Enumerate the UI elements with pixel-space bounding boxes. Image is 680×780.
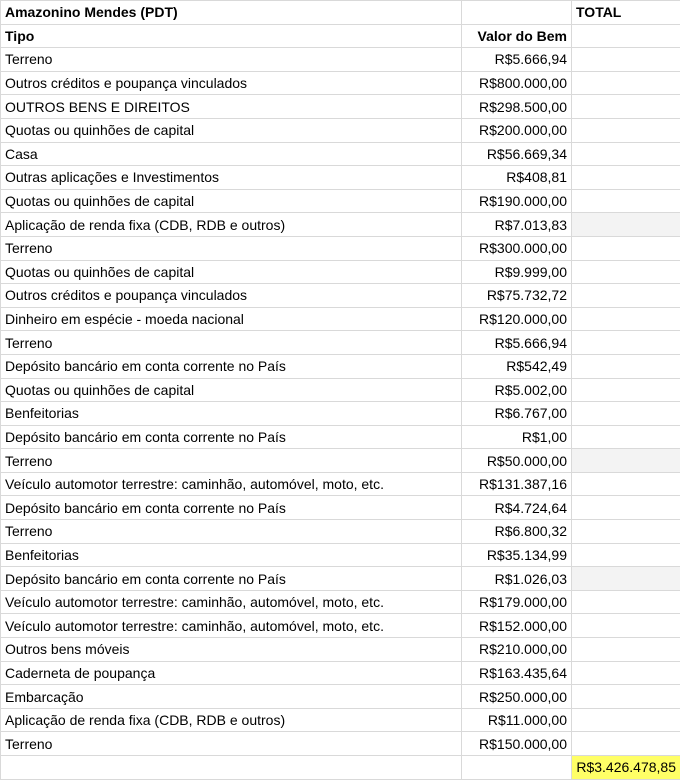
tipo-cell[interactable]: Quotas ou quinhões de capital xyxy=(1,189,462,213)
valor-cell[interactable]: R$131.387,16 xyxy=(462,472,572,496)
tipo-cell[interactable]: Terreno xyxy=(1,236,462,260)
tipo-cell[interactable]: Quotas ou quinhões de capital xyxy=(1,118,462,142)
tipo-cell[interactable]: Outros créditos e poupança vinculados xyxy=(1,71,462,95)
empty-cell[interactable] xyxy=(572,24,680,48)
tipo-cell[interactable]: Depósito bancário em conta corrente no País xyxy=(1,496,462,520)
header-tipo[interactable]: Tipo xyxy=(1,24,462,48)
total-cell[interactable] xyxy=(572,71,680,95)
valor-cell[interactable]: R$56.669,34 xyxy=(462,142,572,166)
tipo-cell[interactable]: Aplicação de renda fixa (CDB, RDB e outros) xyxy=(1,708,462,732)
tipo-cell[interactable]: Terreno xyxy=(1,331,462,355)
total-cell[interactable] xyxy=(572,638,680,662)
total-cell[interactable] xyxy=(572,331,680,355)
table-row xyxy=(1,307,680,331)
table-row xyxy=(1,236,680,260)
valor-cell[interactable]: R$7.013,83 xyxy=(462,213,572,237)
total-cell[interactable] xyxy=(572,685,680,709)
valor-cell[interactable]: R$35.134,99 xyxy=(462,543,572,567)
valor-cell[interactable]: R$179.000,00 xyxy=(462,590,572,614)
total-cell[interactable] xyxy=(572,118,680,142)
table-row xyxy=(1,354,680,378)
tipo-cell[interactable]: Depósito bancário em conta corrente no País xyxy=(1,425,462,449)
table-row xyxy=(1,661,680,685)
total-cell[interactable] xyxy=(572,472,680,496)
table-row xyxy=(1,496,680,520)
valor-cell[interactable]: R$5.666,94 xyxy=(462,331,572,355)
table-row xyxy=(1,189,680,213)
valor-cell[interactable]: R$542,49 xyxy=(462,354,572,378)
header-valor[interactable]: Valor do Bem xyxy=(462,24,572,48)
table-row xyxy=(1,638,680,662)
tipo-cell[interactable]: Quotas ou quinhões de capital xyxy=(1,378,462,402)
tipo-cell[interactable]: Terreno xyxy=(1,520,462,544)
table-row xyxy=(1,520,680,544)
table-row xyxy=(1,425,680,449)
valor-cell[interactable]: R$5.666,94 xyxy=(462,48,572,72)
total-cell[interactable] xyxy=(572,520,680,544)
total-cell[interactable] xyxy=(572,284,680,308)
table-row xyxy=(1,567,680,591)
valor-cell[interactable]: R$120.000,00 xyxy=(462,307,572,331)
table-row xyxy=(1,48,680,72)
table-row xyxy=(1,166,680,190)
valor-cell[interactable]: R$300.000,00 xyxy=(462,236,572,260)
tipo-cell[interactable]: Benfeitorias xyxy=(1,402,462,426)
empty-cell[interactable] xyxy=(462,1,572,25)
valor-cell[interactable]: R$6.800,32 xyxy=(462,520,572,544)
valor-cell[interactable]: R$1,00 xyxy=(462,425,572,449)
valor-cell[interactable]: R$150.000,00 xyxy=(462,732,572,756)
empty-cell[interactable] xyxy=(462,756,572,780)
tipo-cell[interactable]: Veículo automotor terrestre: caminhão, automóvel, moto, etc. xyxy=(1,614,462,638)
total-cell[interactable] xyxy=(572,732,680,756)
valor-cell[interactable]: R$152.000,00 xyxy=(462,614,572,638)
valor-cell[interactable]: R$5.002,00 xyxy=(462,378,572,402)
valor-cell[interactable]: R$210.000,00 xyxy=(462,638,572,662)
sheet-title[interactable]: Amazonino Mendes (PDT) xyxy=(1,1,462,25)
table-row xyxy=(1,614,680,638)
tipo-cell[interactable]: Outros créditos e poupança vinculados xyxy=(1,284,462,308)
total-cell[interactable] xyxy=(572,260,680,284)
table-row xyxy=(1,71,680,95)
total-cell[interactable] xyxy=(572,213,680,237)
valor-cell[interactable]: R$200.000,00 xyxy=(462,118,572,142)
table-row xyxy=(1,378,680,402)
table-row xyxy=(1,260,680,284)
total-cell[interactable] xyxy=(572,425,680,449)
total-cell[interactable] xyxy=(572,236,680,260)
total-cell[interactable] xyxy=(572,189,680,213)
tipo-cell[interactable]: Outras aplicações e Investimentos xyxy=(1,166,462,190)
valor-cell[interactable]: R$408,81 xyxy=(462,166,572,190)
total-cell[interactable] xyxy=(572,449,680,473)
total-cell[interactable] xyxy=(572,590,680,614)
tipo-cell[interactable]: Terreno xyxy=(1,732,462,756)
valor-cell[interactable]: R$163.435,64 xyxy=(462,661,572,685)
total-cell[interactable] xyxy=(572,142,680,166)
tipo-cell[interactable]: Aplicação de renda fixa (CDB, RDB e outros) xyxy=(1,213,462,237)
tipo-cell[interactable]: Depósito bancário em conta corrente no País xyxy=(1,567,462,591)
valor-cell[interactable]: R$4.724,64 xyxy=(462,496,572,520)
table-row xyxy=(1,449,680,473)
title-row xyxy=(1,1,680,25)
tipo-cell[interactable]: Veículo automotor terrestre: caminhão, automóvel, moto, etc. xyxy=(1,590,462,614)
table-row xyxy=(1,331,680,355)
total-cell[interactable] xyxy=(572,543,680,567)
valor-cell[interactable]: R$800.000,00 xyxy=(462,71,572,95)
tipo-cell[interactable]: Terreno xyxy=(1,449,462,473)
tipo-cell[interactable]: Quotas ou quinhões de capital xyxy=(1,260,462,284)
total-cell[interactable] xyxy=(572,661,680,685)
table-row xyxy=(1,685,680,709)
table-row xyxy=(1,543,680,567)
total-row xyxy=(1,756,680,780)
tipo-cell[interactable]: Dinheiro em espécie - moeda nacional xyxy=(1,307,462,331)
table-row xyxy=(1,142,680,166)
total-value[interactable]: R$3.426.478,85 xyxy=(572,756,680,780)
tipo-cell[interactable]: Embarcação xyxy=(1,685,462,709)
total-cell[interactable] xyxy=(572,496,680,520)
table-row xyxy=(1,590,680,614)
total-label[interactable]: TOTAL xyxy=(572,1,680,25)
table-row xyxy=(1,95,680,119)
tipo-cell[interactable]: Benfeitorias xyxy=(1,543,462,567)
total-cell[interactable] xyxy=(572,307,680,331)
empty-cell[interactable] xyxy=(1,756,462,780)
total-cell[interactable] xyxy=(572,95,680,119)
table-row xyxy=(1,118,680,142)
total-cell[interactable] xyxy=(572,402,680,426)
valor-cell[interactable]: R$6.767,00 xyxy=(462,402,572,426)
valor-cell[interactable]: R$298.500,00 xyxy=(462,95,572,119)
table-row xyxy=(1,472,680,496)
total-cell[interactable] xyxy=(572,166,680,190)
valor-cell[interactable]: R$75.732,72 xyxy=(462,284,572,308)
valor-cell[interactable]: R$11.000,00 xyxy=(462,708,572,732)
spreadsheet-body xyxy=(1,1,680,780)
tipo-cell[interactable]: Caderneta de poupança xyxy=(1,661,462,685)
table-row xyxy=(1,284,680,308)
table-row xyxy=(1,732,680,756)
valor-cell[interactable]: R$50.000,00 xyxy=(462,449,572,473)
valor-cell[interactable]: R$190.000,00 xyxy=(462,189,572,213)
total-cell[interactable] xyxy=(572,48,680,72)
valor-cell[interactable]: R$1.026,03 xyxy=(462,567,572,591)
table-row xyxy=(1,402,680,426)
tipo-cell[interactable]: Terreno xyxy=(1,48,462,72)
tipo-cell[interactable]: Casa xyxy=(1,142,462,166)
total-cell[interactable] xyxy=(572,354,680,378)
tipo-cell[interactable]: OUTROS BENS E DIREITOS xyxy=(1,95,462,119)
valor-cell[interactable]: R$9.999,00 xyxy=(462,260,572,284)
tipo-cell[interactable]: Outros bens móveis xyxy=(1,638,462,662)
total-cell[interactable] xyxy=(572,378,680,402)
table-row xyxy=(1,708,680,732)
total-cell[interactable] xyxy=(572,567,680,591)
table-row xyxy=(1,213,680,237)
total-cell[interactable] xyxy=(572,614,680,638)
valor-cell[interactable]: R$250.000,00 xyxy=(462,685,572,709)
tipo-cell[interactable]: Depósito bancário em conta corrente no País xyxy=(1,354,462,378)
total-cell[interactable] xyxy=(572,708,680,732)
header-row xyxy=(1,24,680,48)
tipo-cell[interactable]: Veículo automotor terrestre: caminhão, automóvel, moto, etc. xyxy=(1,472,462,496)
